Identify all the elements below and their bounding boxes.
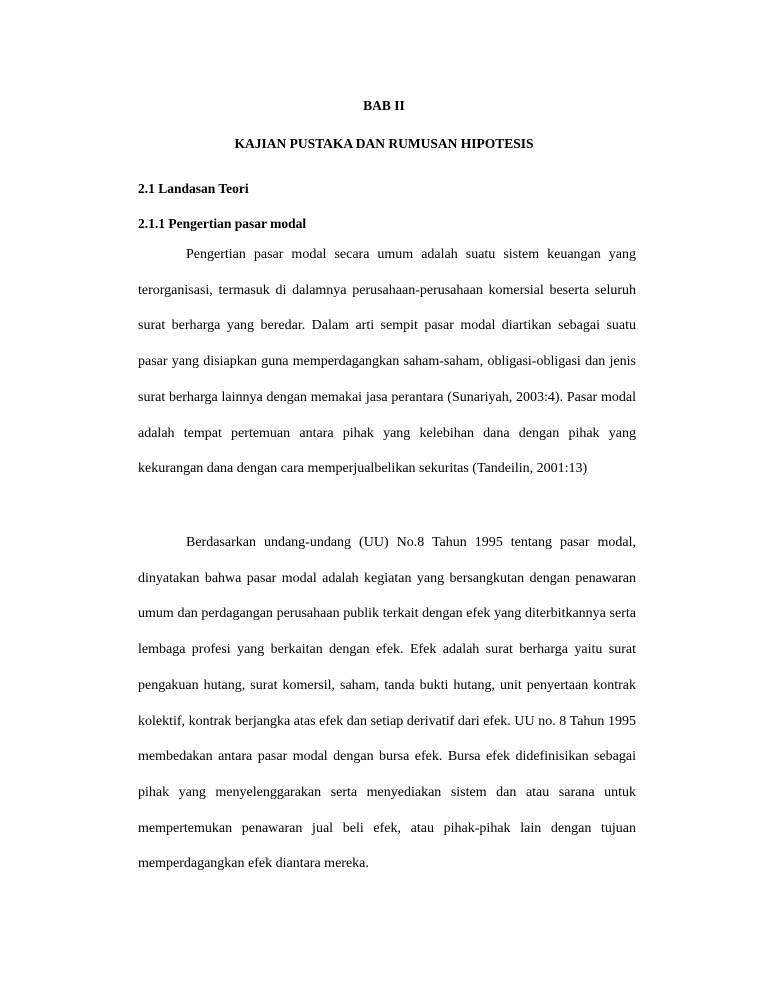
- section-heading: 2.1 Landasan Teori: [138, 181, 249, 196]
- chapter-title: KAJIAN PUSTAKA DAN RUMUSAN HIPOTESIS: [234, 136, 534, 151]
- body-paragraph: Berdasarkan undang-undang (UU) No.8 Tahun 1995 tentang pasar modal, dinyatakan bahwa pasar modal adalah kegiatan yang bersangkutan dengan penawaran umum dan perdagangan perusahaan publik terkait dengan efek yang diterbitkannya serta lembaga profesi yang berkaitan dengan efek. Efek adalah surat berharga yaitu surat pengakuan hutang, surat komersil, saham, tanda bukti hutang, unit penyertaan kontrak kolektif, kontrak berjangka atas efek dan setiap derivatif dari efek. UU no. 8 Tahun 1995 membedakan antara pasar modal dengan bursa efek. Bursa efek didefinisikan sebagai pihak yang menyelenggarakan serta menyediakan sistem dan atau sarana untuk mempertemukan penawaran jual beli efek, atau pihak-pihak lain dengan tujuan memperdagangkan efek diantara mereka.: [138, 535, 636, 872]
- body-paragraph: Pengertian pasar modal secara umum adalah suatu sistem keuangan yang terorganisasi, termasuk di dalamnya perusahaan-perusahaan komersial beserta seluruh surat berharga yang beredar. Dalam arti sempit pasar modal diartikan sebagai suatu pasar yang disiapkan guna memperdagangkan saham-saham, obligasi-obligasi dan jenis surat berharga lainnya dengan memakai jasa perantara (Sunariyah, 2003:4). Pasar modal adalah tempat pertemuan antara pihak yang kelebihan dana dengan pihak yang kekurangan dana dengan cara memperjualbelikan sekuritas (Tandeilin, 2001:13): [138, 247, 636, 477]
- chapter-number: BAB II: [363, 98, 405, 113]
- subsection-heading: 2.1.1 Pengertian pasar modal: [138, 216, 307, 231]
